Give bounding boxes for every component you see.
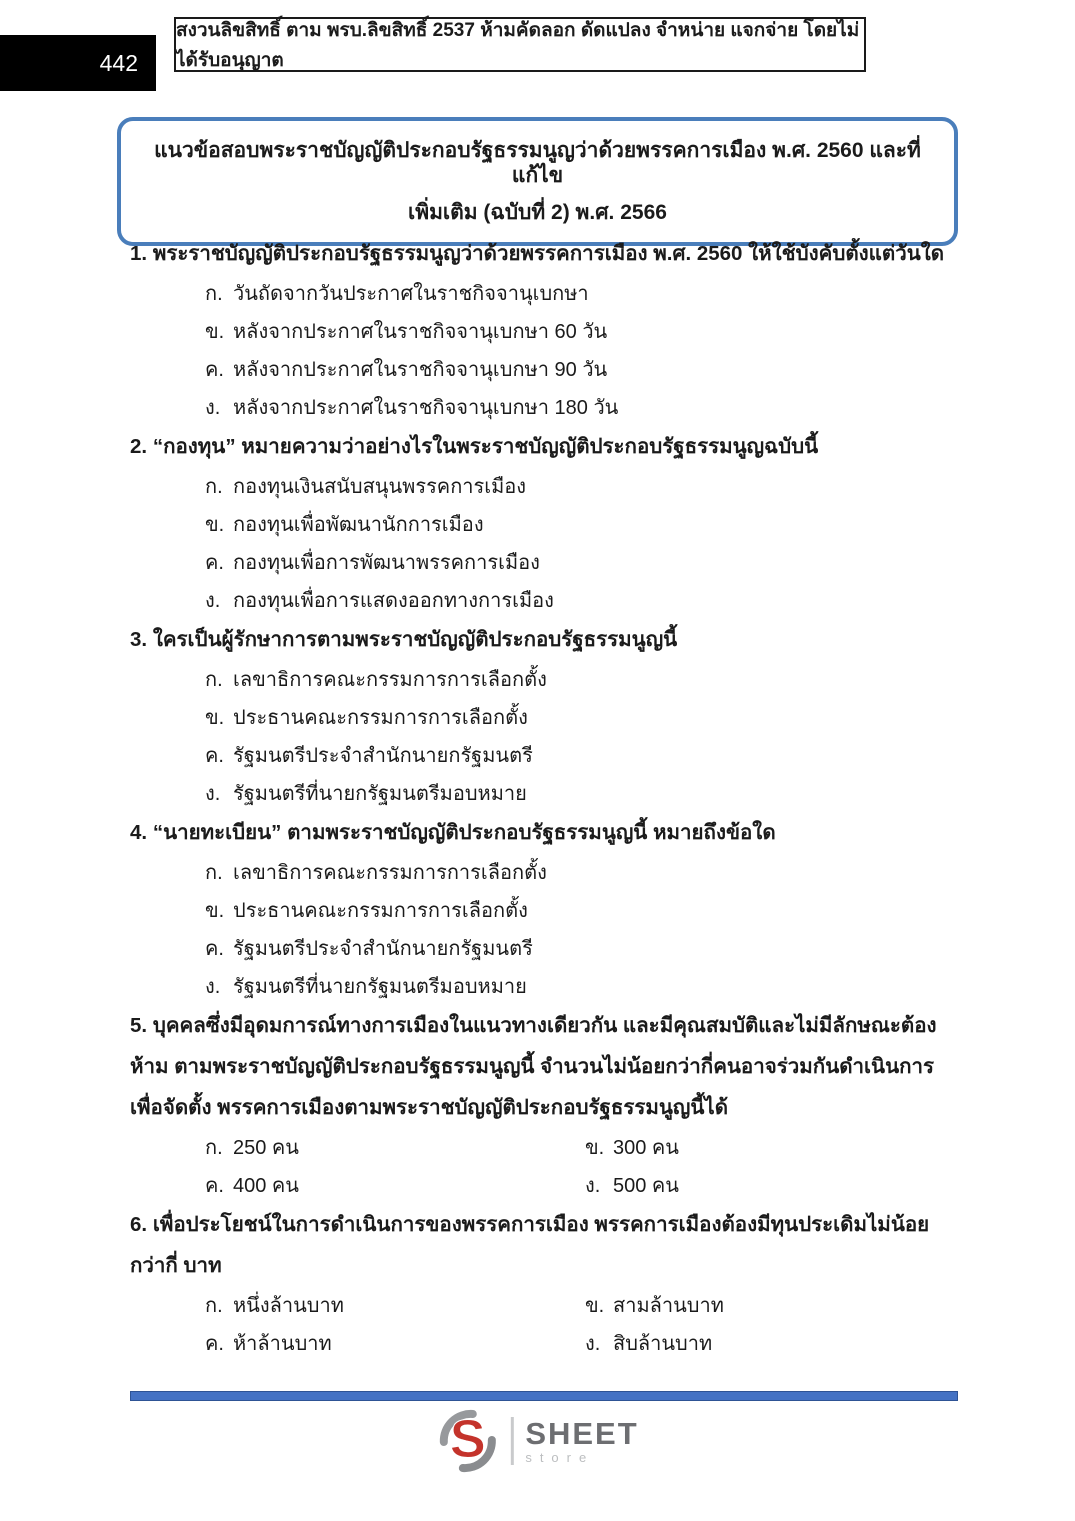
question-5-choices — [130, 1128, 958, 1204]
choice-label: ค. — [205, 1333, 224, 1355]
logo-brand-text: SHEET — [525, 1415, 639, 1451]
choice-text: สิบล้านบาท — [613, 1333, 713, 1355]
choice-row — [205, 1324, 585, 1362]
question-1 — [130, 233, 958, 426]
choice-row — [205, 581, 958, 619]
choice-text: 500 คน — [613, 1175, 679, 1197]
choice-label: ก. — [205, 1295, 223, 1317]
question-6-head — [130, 1204, 958, 1286]
question-2-number: 2. — [130, 435, 148, 458]
choice-row — [205, 853, 958, 891]
question-5-head — [130, 1005, 958, 1128]
question-4 — [130, 812, 958, 1005]
question-3-number: 3. — [130, 628, 148, 651]
choice-text: หนึ่งล้านบาท — [233, 1295, 344, 1317]
choice-label: ก. — [205, 862, 223, 884]
question-3-text: ใครเป็นผู้รักษาการตามพระราชบัญญัติประกอบรัฐธรรมนูญนี้ — [152, 628, 678, 651]
questions-area — [130, 233, 958, 1362]
sheet-store-logo — [436, 1408, 638, 1474]
choice-row — [585, 1166, 958, 1204]
choice-row — [585, 1286, 958, 1324]
choice-label: ข. — [205, 900, 225, 922]
question-1-number: 1. — [130, 242, 148, 265]
copyright-notice-box — [174, 17, 866, 72]
choice-row — [205, 274, 958, 312]
choice-text: 400 คน — [233, 1175, 299, 1197]
choice-text: เลขาธิการคณะกรรมการการเลือกตั้ง — [233, 669, 547, 691]
choice-label: ก. — [205, 669, 223, 691]
choice-text: สามล้านบาท — [613, 1295, 724, 1317]
choice-label: ก. — [205, 476, 223, 498]
question-4-head — [130, 812, 958, 853]
svg-text:S: S — [449, 1409, 486, 1469]
choice-label: ก. — [205, 1137, 223, 1159]
choice-label: ข. — [205, 321, 225, 343]
footer-divider-bar — [130, 1391, 958, 1401]
question-1-text: พระราชบัญญัติประกอบรัฐธรรมนูญว่าด้วยพรรคการเมือง พ.ศ. 2560 ให้ใช้บังคับตั้งแต่วันใด — [152, 242, 945, 265]
choice-text: หลังจากประกาศในราชกิจจานุเบกษา 180 วัน — [233, 397, 619, 419]
choice-row — [205, 350, 958, 388]
choice-row — [205, 312, 958, 350]
exam-title-line1: แนวข้อสอบพระราชบัญญัติประกอบรัฐธรรมนูญว่าด้วยพรรคการเมือง พ.ศ. 2560 และที่แก้ไข — [154, 139, 921, 187]
choice-row — [205, 774, 958, 812]
choice-label: ง. — [585, 1175, 601, 1197]
choice-text: กองทุนเพื่อการพัฒนาพรรคการเมือง — [233, 552, 540, 574]
choice-row — [585, 1128, 958, 1166]
choice-label: ง. — [205, 783, 221, 805]
question-2-text: “กองทุน” หมายความว่าอย่างไรในพระราชบัญญัติประกอบรัฐธรรมนูญฉบับนี้ — [152, 435, 819, 458]
question-5 — [130, 1005, 958, 1204]
choice-label: ข. — [205, 514, 225, 536]
choice-label: ค. — [205, 745, 224, 767]
choice-text: 250 คน — [233, 1137, 299, 1159]
choice-row — [205, 467, 958, 505]
choice-label: ค. — [205, 552, 224, 574]
choice-row — [205, 543, 958, 581]
exam-title-line2: เพิ่มเติม (ฉบับที่ 2) พ.ศ. 2566 — [408, 201, 667, 224]
choice-text: รัฐมนตรีประจำสำนักนายกรัฐมนตรี — [233, 745, 533, 767]
choice-label: ก. — [205, 283, 223, 305]
question-2-head — [130, 426, 958, 467]
choice-label: ข. — [585, 1137, 605, 1159]
choice-text: รัฐมนตรีที่นายกรัฐมนตรีมอบหมาย — [233, 783, 527, 805]
question-5-number: 5. — [130, 1014, 148, 1037]
question-3-head — [130, 619, 958, 660]
choice-text: รัฐมนตรีประจำสำนักนายกรัฐมนตรี — [233, 938, 533, 960]
question-2-choices — [130, 467, 958, 619]
logo-divider-line — [510, 1417, 513, 1465]
page-number: 442 — [99, 49, 138, 76]
choice-row — [205, 891, 958, 929]
choice-row — [205, 929, 958, 967]
choice-text: วันถัดจากวันประกาศในราชกิจจานุเบกษา — [233, 283, 589, 305]
choice-row — [205, 698, 958, 736]
question-6-number: 6. — [130, 1213, 148, 1236]
choice-row — [585, 1324, 958, 1362]
choice-text: หลังจากประกาศในราชกิจจานุเบกษา 60 วัน — [233, 321, 608, 343]
choice-row — [205, 660, 958, 698]
choice-label: ข. — [205, 707, 225, 729]
choice-text: ห้าล้านบาท — [233, 1333, 332, 1355]
question-4-choices — [130, 853, 958, 1005]
choice-label: ง. — [205, 976, 221, 998]
question-6 — [130, 1204, 958, 1362]
sheet-store-s-icon — [436, 1408, 498, 1474]
question-1-choices — [130, 274, 958, 426]
choice-text: 300 คน — [613, 1137, 679, 1159]
choice-text: กองทุนเพื่อการแสดงออกทางการเมือง — [233, 590, 554, 612]
logo-wordmark — [525, 1415, 639, 1465]
choice-label: ง. — [585, 1333, 601, 1355]
question-6-choices — [130, 1286, 958, 1362]
question-6-text: เพื่อประโยชน์ในการดำเนินการของพรรคการเมือง พรรคการเมืองต้องมีทุนประเดิมไม่น้อยกว่ากี่ บาท — [130, 1213, 930, 1277]
copyright-text: สงวนลิขสิทธิ์ ตาม พรบ.ลิขสิทธิ์ 2537 ห้ามคัดลอก ดัดแปลง จำหน่าย แจกจ่าย โดยไม่ได้รับอนุญาต — [176, 19, 860, 71]
choice-text: รัฐมนตรีที่นายกรัฐมนตรีมอบหมาย — [233, 976, 527, 998]
choice-label: ค. — [205, 938, 224, 960]
question-2 — [130, 426, 958, 619]
choice-label: ข. — [585, 1295, 605, 1317]
choice-label: ง. — [205, 590, 221, 612]
choice-text: หลังจากประกาศในราชกิจจานุเบกษา 90 วัน — [233, 359, 608, 381]
exam-title-box — [117, 117, 958, 246]
question-1-head — [130, 233, 958, 274]
page-number-box — [0, 35, 156, 91]
choice-text: เลขาธิการคณะกรรมการการเลือกตั้ง — [233, 862, 547, 884]
choice-row — [205, 1128, 585, 1166]
logo-sub-text: store — [525, 1449, 595, 1465]
choice-row — [205, 1286, 585, 1324]
question-4-number: 4. — [130, 821, 148, 844]
question-4-text: “นายทะเบียน” ตามพระราชบัญญัติประกอบรัฐธรรมนูญนี้ หมายถึงข้อใด — [152, 821, 776, 844]
choice-text: ประธานคณะกรรมการการเลือกตั้ง — [233, 900, 528, 922]
choice-text: ประธานคณะกรรมการการเลือกตั้ง — [233, 707, 528, 729]
choice-row — [205, 967, 958, 1005]
choice-text: กองทุนเพื่อพัฒนานักการเมือง — [233, 514, 484, 536]
choice-row — [205, 736, 958, 774]
question-3-choices — [130, 660, 958, 812]
choice-row — [205, 1166, 585, 1204]
choice-text: กองทุนเงินสนับสนุนพรรคการเมือง — [233, 476, 527, 498]
choice-row — [205, 388, 958, 426]
choice-label: ค. — [205, 359, 224, 381]
choice-row — [205, 505, 958, 543]
question-3 — [130, 619, 958, 812]
question-5-text: บุคคลซึ่งมีอุดมการณ์ทางการเมืองในแนวทางเดียวกัน และมีคุณสมบัติและไม่มีลักษณะต้องห้าม ตามพระราชบัญญัติประกอบรัฐธรรมนูญนี้ จำนวนไม่น้อยกว่ากี่คนอาจร่วมกันดำเนินการเพื่อจัดตั้ง พรรคการเมืองตามพระราชบัญญัติประกอบรัฐธรรมนูญนี้ได้ — [130, 1014, 937, 1119]
choice-label: ง. — [205, 397, 221, 419]
choice-label: ค. — [205, 1175, 224, 1197]
